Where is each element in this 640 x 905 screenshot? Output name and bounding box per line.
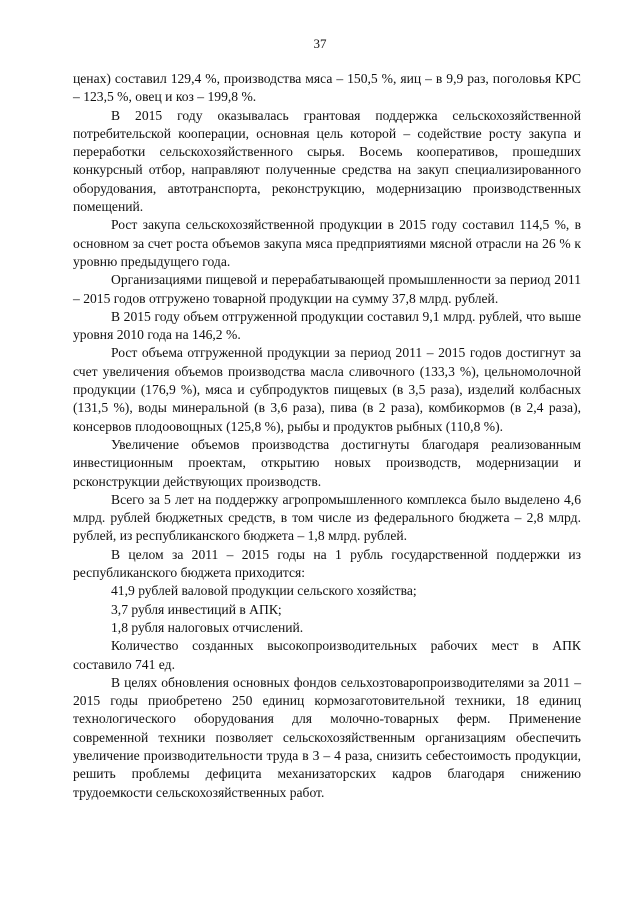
paragraph-investment-projects: Увеличение объемов производства достигнуты благодаря реализованным инвестиционным проектам, открытию новых производств, модернизации и рсконструкции действующих производств. — [73, 436, 581, 489]
paragraph-jobs: Количество созданных высокопроизводительных рабочих мест в АПК составило 741 ед. — [73, 638, 581, 672]
list-item-investments: 3,7 рубля инвестиций в АПК; — [111, 601, 282, 617]
list-item-gross-output: 41,9 рублей валовой продукции сельского хозяйства; — [111, 583, 417, 599]
paragraph-continuation: ценах) составил 129,4 %, производства мяса – 150,5 %, яиц – в 9,9 раз, поголовья КРС – 123,5 %, овец и коз – 199,8 %. — [73, 71, 581, 105]
paragraph-purchase-growth: Рост закупа сельскохозяйственной продукции в 2015 году составил 114,5 %, в основном за счет роста объемов закупа мяса предприятиями мясной отрасли на 26 % к уровню предыдущего года. — [73, 217, 581, 269]
paragraph-grant-support: В 2015 году оказывалась грантовая поддержка сельскохозяйственной потребительской кооперации, основная цель которой – содействие росту закупа и переработки сельскохозяйственного сырья. Восемь кооперативов, прошедших конкурсный отбор, направляют полученные средства на закуп специализированного оборудования, автотранспорта, реконструкцию, модернизацию производственных помещений. — [73, 107, 581, 215]
paragraph-growth-factors: Рост объема отгруженной продукции за период 2011 – 2015 годов достигнут за счет увеличения объемов производства масла сливочного (133,3 %), цельномолочной продукции (176,9 %), мяса и субпродуктов пищевых (в 3,5 раза), изделий колбасных (131,5 %), воды минеральной (в 3,6 раза), пива (в 2 раза), комбикормов (в 2,4 раза), консервов плодоовощных (125,8 %), рыбы и продуктов рыбных (110,8 %). — [73, 345, 581, 434]
list-item-taxes: 1,8 рубля налоговых отчислений. — [111, 619, 304, 635]
body-text — [73, 70, 581, 802]
paragraph-budget-support: Всего за 5 лет на поддержку агропромышленного комплекса было выделено 4,6 млрд. рублей бюджетных средств, в том числе из федерального бюджета – 2,8 млрд. рублей, из республиканского бюджета – 1,8 млрд. рублей. — [73, 491, 581, 544]
page-number: 37 — [313, 36, 327, 51]
paragraph-per-ruble: В целом за 2011 – 2015 годы на 1 рубль государственной поддержки из республиканского бюджета приходится: — [73, 546, 581, 581]
paragraph-shipped-volume: В 2015 году объем отгруженной продукции составил 9,1 млрд. рублей, что выше уровня 2010 года на 146,2 %. — [73, 308, 581, 343]
paragraph-food-industry: Организациями пищевой и перерабатывающей промышленности за период 2011 – 2015 годов отгружено товарной продукции на сумму 37,8 млрд. рублей. — [73, 272, 581, 306]
paragraph-equipment-renewal: В целях обновления основных фондов сельхозтоваропроизводителями за 2011 – 2015 годы приобретено 250 единиц кормозаготовительной техники, 18 единиц технологического оборудования для молочно-товарных ферм. Применение современной техники позволяет сельскохозяйственным организациям обеспечить увеличение производительности труда в 3 – 4 раза, снизить себестоимость продукции, решить проблемы дефицита механизаторских кадров благодаря снижению трудоемкости сельскохозяйственных работ. — [73, 674, 581, 800]
